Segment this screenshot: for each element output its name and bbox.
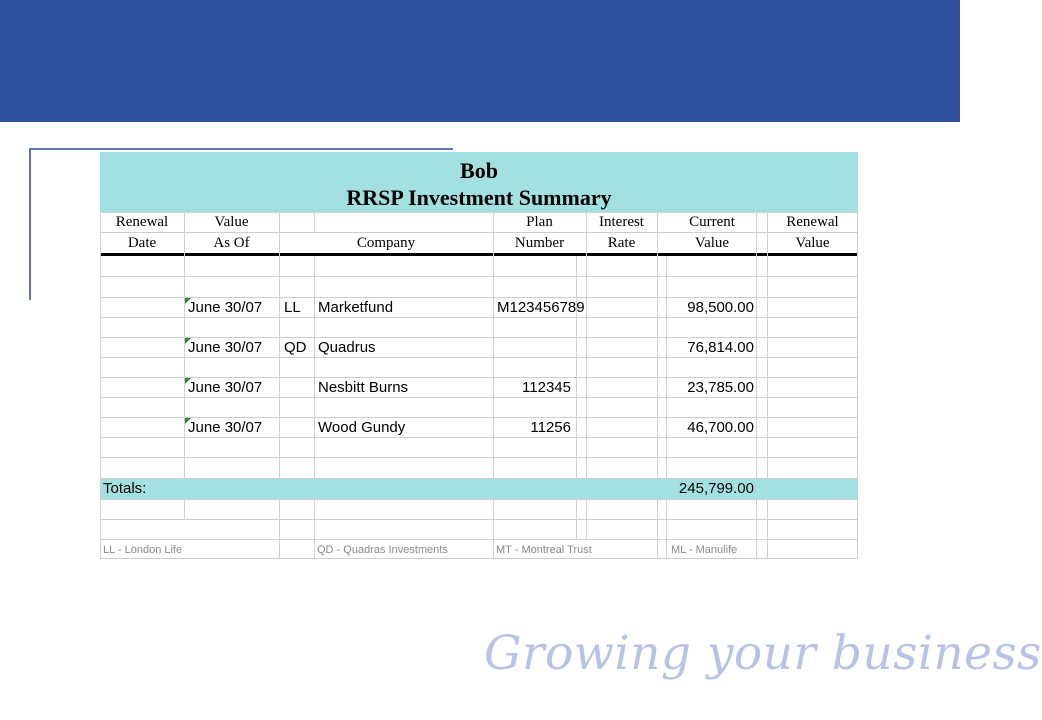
title-block [100,152,858,212]
grid-line [279,499,280,559]
grid-line [100,558,858,559]
tagline: Growing your business [484,626,1042,681]
sheet-title: RRSP Investment Summary [346,185,612,210]
current-value: 23,785.00 [687,379,754,396]
grid-line [493,499,494,559]
grid-line [756,499,757,559]
current-value: 46,700.00 [687,419,754,436]
header-current: Current [689,214,735,230]
header-number: Number [514,235,565,251]
header-rate: Rate [607,235,636,251]
as-of-date: June 30/07 [188,379,263,396]
grid-line [857,212,858,559]
company-name: Wood Gundy [318,419,406,436]
plan-number: 112345 [522,379,571,396]
frame-line-top [29,148,453,150]
as-of-date: June 30/07 [188,419,263,436]
company-name: Nesbitt Burns [318,379,409,396]
current-value: 98,500.00 [687,299,754,316]
header-interest: Interest [599,214,644,230]
header-renewal-value: Renewal [786,214,839,230]
grid-line [184,499,185,519]
grid-line [100,539,858,540]
grid-line [100,212,101,559]
header-as-of: As Of [213,235,250,251]
totals-label: Totals: [103,480,147,497]
frame-line-left [29,148,31,300]
grid-line [576,256,577,479]
company-code: QD [284,339,307,356]
header-rule [100,253,858,256]
header-renewal-value-2: Value [795,235,830,251]
grid-line [314,256,315,479]
legend-quadras: QD - Quadras Investments [317,544,448,556]
plan-number: 11256 [530,419,571,436]
top-banner [0,0,960,122]
grid-line [666,499,667,559]
header-company: Company [356,235,416,251]
rrsp-summary-sheet [100,152,858,559]
grid-line [657,499,658,559]
grid-line [586,499,587,539]
company-name: Marketfund [318,299,394,316]
header-date: Date [127,235,157,251]
grid-line [100,519,858,520]
header-current-value: Value [694,235,730,251]
grid-line [100,276,858,277]
as-of-date: June 30/07 [188,299,263,316]
grid-line [666,256,667,479]
company-code: LL [284,299,301,316]
header-value: Value [214,214,249,230]
grid-line [576,499,577,539]
company-name: Quadrus [318,339,376,356]
plan-number: M123456789 [497,299,585,316]
grid-line [314,499,315,559]
grid-line [100,499,858,500]
grid-line [314,212,315,232]
header-plan: Plan [526,214,553,230]
as-of-date: June 30/07 [188,339,263,356]
grid-line [100,457,858,458]
legend-london-life: LL - London Life [103,544,183,556]
legend-montreal-trust: MT - Montreal Trust [496,544,592,556]
current-value: 76,814.00 [687,339,754,356]
header-renewal: Renewal [115,214,169,230]
legend-manulife: ML - Manulife [671,544,738,556]
grid-line [767,499,768,559]
client-name: Bob [460,158,498,183]
totals-value: 245,799.00 [678,480,754,497]
